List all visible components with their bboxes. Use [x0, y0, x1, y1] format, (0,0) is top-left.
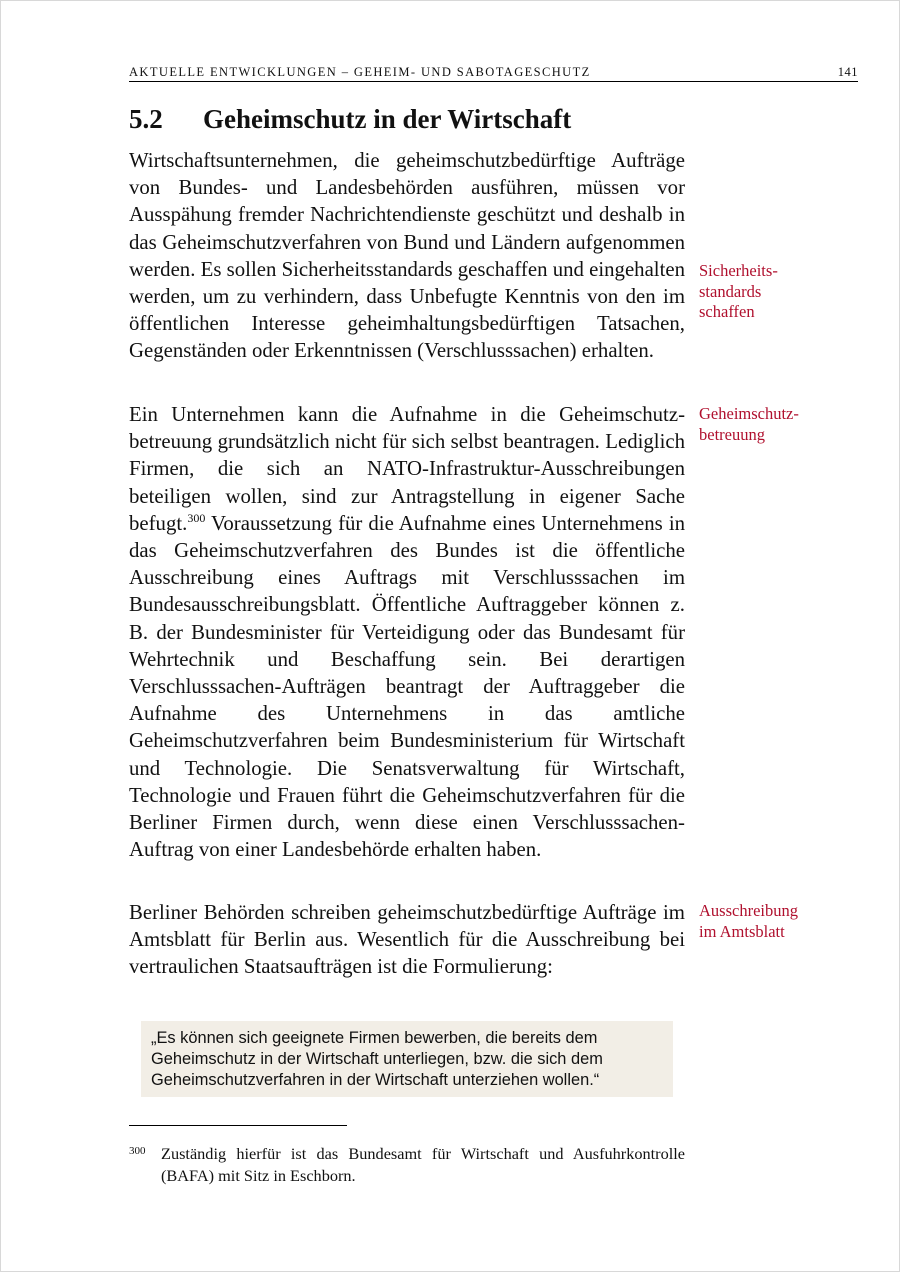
quote-box: „Es können sich geeignete Firmen bewerben, die bereits dem Geheimschutz in der Wirtschaft unterliegen, bzw. die sich dem Geheimschutzverfahren in der Wirtschaft unterziehen wollen.“	[141, 1021, 673, 1097]
paragraph-1: Wirtschaftsunternehmen, die geheimschutzbedürftige Aufträge von Bundes- und Landesbehörden ausführen, müssen vor Ausspähung fremder Nachrichtendienste geschützt und deshalb in das Geheimschutzverfahren von Bund und Ländern aufgenommen werden. Es sollen Sicherheitsstandards geschaffen und eingehalten werden, um zu verhindern, dass Unbefugte Kenntnis von den im öffentlichen Interesse geheimhaltungsbedürftigen Tatsachen, Gegenständen oder Erkenntnissen (Verschlusssachen) erhalten.	[129, 149, 685, 363]
margin-note-ausschreibung: Ausschreibung im Amtsblatt	[699, 901, 798, 941]
paragraph-2-text-a: Ein Unternehmen kann die Aufnahme in die Geheimschutzbetreuung grundsätzlich nicht für sich selbst beantragen. Lediglich Firmen, die sich an NATO-Infrastruktur-Ausschreibungen beteiligen wollen, sind zur Antragstellung in eigener Sache befugt.	[129, 403, 685, 535]
running-header	[129, 65, 858, 82]
section-heading	[129, 104, 571, 135]
page-number: 141	[837, 65, 858, 79]
margin-note-sicherheitsstandards: Sicherheits- standards schaffen	[699, 261, 778, 321]
footnote-reference[interactable]: 300	[187, 510, 206, 525]
footnote-divider	[129, 1125, 347, 1126]
footnote-text: Zuständig hierfür ist das Bundesamt für Wirtschaft und Ausfuhrkontrolle (BAFA) mit Sitz in Eschborn.	[161, 1144, 685, 1185]
footnote	[129, 1143, 685, 1187]
paragraph-2-text-b: Voraussetzung für die Aufnahme eines Unternehmens in das Geheimschutzverfahren des Bundes ist die öffentliche Ausschreibung eines Auftrags mit Verschlusssachen im Bundesausschreibungsblatt. Öffentliche Auftraggeber können z. B. der Bundesminister für Verteidigung oder das Bundesamt für Wehrtechnik und Beschaffung sein. Bei derartigen Verschlusssachen-Aufträgen beantragt der Auftraggeber die Aufnahme des Unternehmens in das amtliche Geheimschutzverfahren beim Bundesministerium für Wirtschaft und Technologie. Die Senatsverwaltung für Wirtschaft, Technologie und Frauen führt die Geheimschutzverfahren für die Berliner Firmen durch, wenn diese einen Verschlusssachen-Auftrag von einer Landesbehörde erhalten haben.	[129, 511, 685, 862]
footnote-number: 300	[129, 1145, 146, 1157]
running-header-title: AKTUELLE ENTWICKLUNGEN – GEHEIM- UND SABOTAGESCHUTZ	[129, 65, 591, 79]
section-number: 5.2	[129, 104, 163, 134]
paragraph-3: Berliner Behörden schreiben geheimschutzbedürftige Aufträge im Amtsblatt für Berlin aus. Wesentlich für die Ausschreibung bei vertraulichen Staatsaufträgen ist die Formulierung:	[129, 901, 685, 979]
margin-note-geheimschutzbetreuung: Geheimschutz- betreuung	[699, 404, 799, 444]
paragraph-2	[129, 401, 685, 863]
section-title: Geheimschutz in der Wirtschaft	[203, 104, 572, 134]
